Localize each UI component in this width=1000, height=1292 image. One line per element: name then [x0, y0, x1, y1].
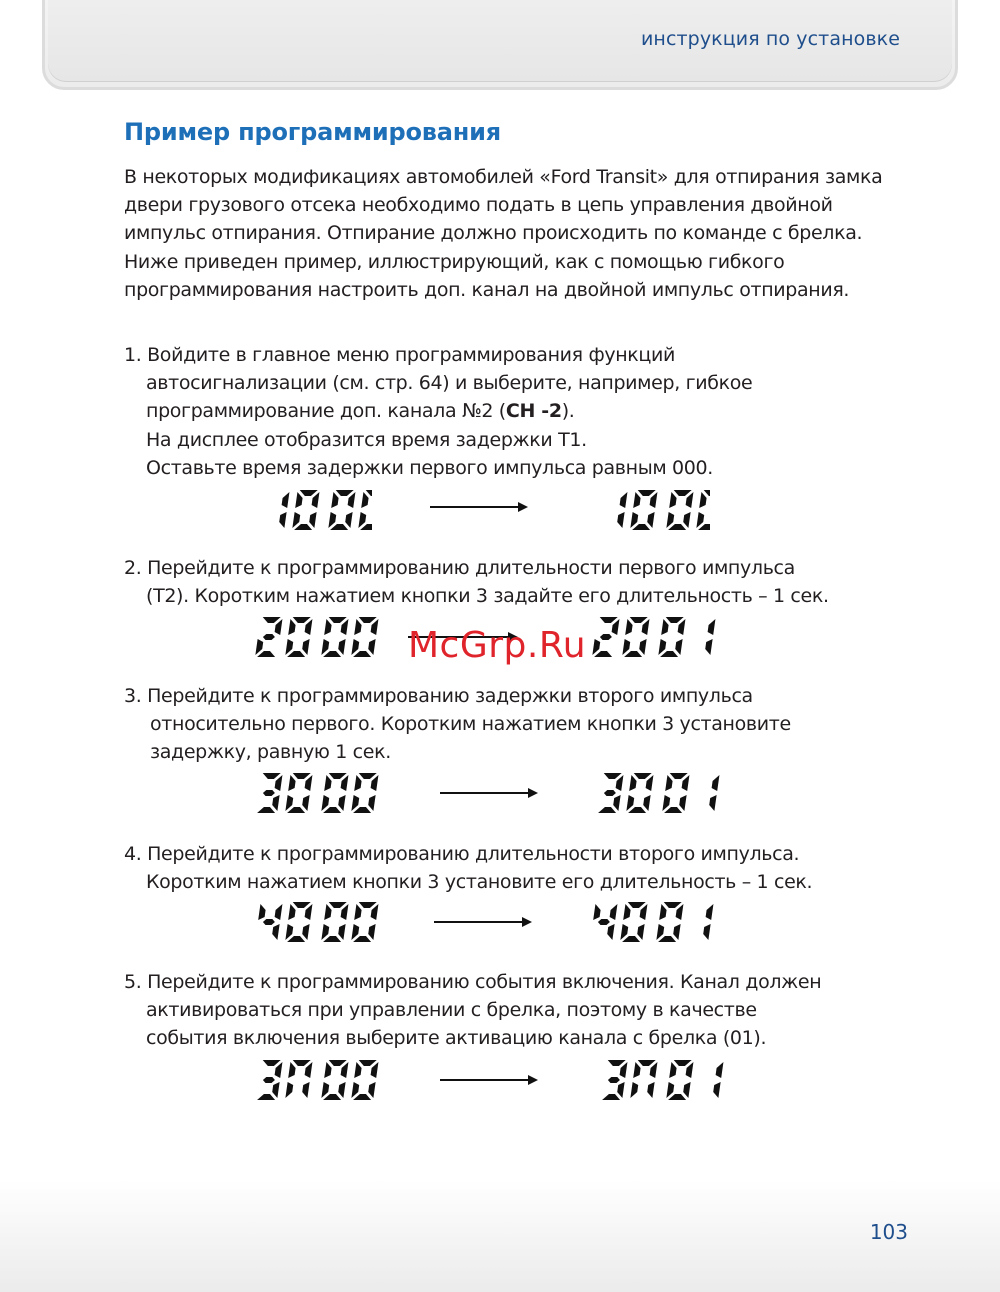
- lcd-digit: [285, 617, 313, 657]
- lcd-digit: [658, 617, 686, 657]
- lcd-digit: [255, 617, 283, 657]
- arrow-3: [440, 792, 536, 794]
- step-3-line-1: 3. Перейдите к программированию задержки второго импульса: [124, 685, 753, 707]
- step-1-line-1: 1. Войдите в главное меню программирования функций: [124, 344, 676, 366]
- lcd-digit: [622, 617, 650, 657]
- step-5-line-2: активироваться при управлении с брелка, поэтому в качестве: [146, 999, 757, 1022]
- step-5-line-3: события включения выберите активацию канала с брелка (01).: [146, 1027, 767, 1050]
- page-title: Пример программирования: [124, 118, 501, 146]
- lcd-digit: [285, 1060, 312, 1098]
- lcd-digit: [321, 617, 349, 657]
- lcd-digit: [292, 490, 320, 530]
- lcd-digit: [257, 773, 283, 813]
- lcd-digit: [630, 490, 658, 530]
- lcd-digit: [630, 1060, 657, 1098]
- lcd-digit: [358, 490, 372, 530]
- step-5: [124, 968, 924, 1053]
- step-4: [124, 840, 924, 896]
- lcd-digit: [321, 902, 349, 942]
- lcd-digit: [328, 490, 356, 530]
- lcd-digit: [666, 1060, 694, 1100]
- page-number: 103: [869, 1220, 908, 1244]
- lcd-digit: [257, 1060, 283, 1100]
- step-1-line-3: программирование доп. канала №2 (CH -2).: [146, 400, 575, 423]
- lcd-digit: [278, 492, 289, 528]
- lcd-digit: [351, 773, 379, 813]
- lcd-digit: [351, 902, 379, 942]
- lcd-digit: [704, 619, 715, 655]
- lcd-display-4-to: [590, 900, 715, 944]
- lcd-digit: [712, 1062, 723, 1098]
- step-3-line-2: относительно первого. Коротким нажатием кнопки 3 установите: [150, 713, 791, 736]
- lcd-digit: [351, 617, 379, 657]
- lcd-digit: [616, 492, 627, 528]
- step-1: [124, 341, 924, 482]
- lcd-digit: [656, 902, 684, 942]
- step-4-line-2: Коротким нажатием кнопки 3 установите его длительность – 1 сек.: [146, 871, 813, 894]
- footer-band: [0, 1180, 1000, 1292]
- step-2: [124, 554, 924, 610]
- step-3: [124, 682, 924, 767]
- lcd-digit: [255, 904, 282, 940]
- lcd-display-2-from: [255, 615, 380, 659]
- section-title: инструкция по установке: [640, 28, 900, 50]
- lcd-digit: [662, 773, 690, 813]
- lcd-digit: [598, 773, 624, 813]
- step-1-line-5: Оставьте время задержки первого импульса равным 000.: [146, 456, 713, 479]
- lcd-digit: [590, 904, 617, 940]
- lcd-digit: [702, 904, 713, 940]
- step-2-line-2: (T2). Коротким нажатием кнопки 3 задайте его длительность – 1 сек.: [146, 585, 829, 608]
- lcd-display-4-from: [255, 900, 380, 944]
- lcd-display-2-to: [592, 615, 720, 659]
- step-1-line-4: На дисплее отобразится время задержки T1.: [146, 428, 587, 451]
- lcd-display-3-from: [255, 771, 380, 815]
- lcd-digit: [285, 773, 313, 813]
- lcd-digit: [321, 1060, 349, 1100]
- channel-code: CH -2: [505, 400, 562, 423]
- lcd-digit: [592, 617, 620, 657]
- lcd-digit: [696, 490, 710, 530]
- step-2-line-1: 2. Перейдите к программированию длительности первого импульса: [124, 557, 795, 579]
- lcd-digit: [666, 490, 694, 530]
- lcd-display-5-to: [600, 1058, 725, 1102]
- lcd-display-1-to: [600, 488, 710, 532]
- lcd-display-5-from: [255, 1058, 380, 1102]
- lcd-digit: [708, 775, 719, 811]
- lcd-digit: [351, 1060, 379, 1100]
- watermark: McGrp.Ru: [408, 625, 587, 666]
- step-4-line-1: 4. Перейдите к программированию длительности второго импульса.: [124, 843, 800, 865]
- lcd-display-1-from: [262, 488, 372, 532]
- arrow-5: [440, 1079, 536, 1081]
- lcd-digit: [620, 902, 648, 942]
- step-1-line-2: автосигнализации (см. стр. 64) и выберите, например, гибкое: [146, 372, 753, 395]
- arrow-4: [434, 921, 530, 923]
- arrow-1: [430, 506, 526, 508]
- lcd-digit: [321, 773, 349, 813]
- lcd-digit: [285, 902, 313, 942]
- intro-paragraph: В некоторых модификациях автомобилей «Ford Transit» для отпирания замка двери грузового отсека необходимо подать в цепь управления двойной импульс отпирания. Отпирание должно происходить по команде с брелка. Ниже приведен пример, иллюстрирующий, как с помощью гибкого программирования настроить доп. канал на двойной импульс отпирания.: [124, 166, 883, 301]
- lcd-digit: [602, 1060, 628, 1100]
- lcd-digit: [626, 773, 654, 813]
- lcd-display-3-to: [596, 771, 721, 815]
- step-3-line-3: задержку, равную 1 сек.: [150, 741, 391, 764]
- step-5-line-1: 5. Перейдите к программированию события включения. Канал должен: [124, 971, 822, 993]
